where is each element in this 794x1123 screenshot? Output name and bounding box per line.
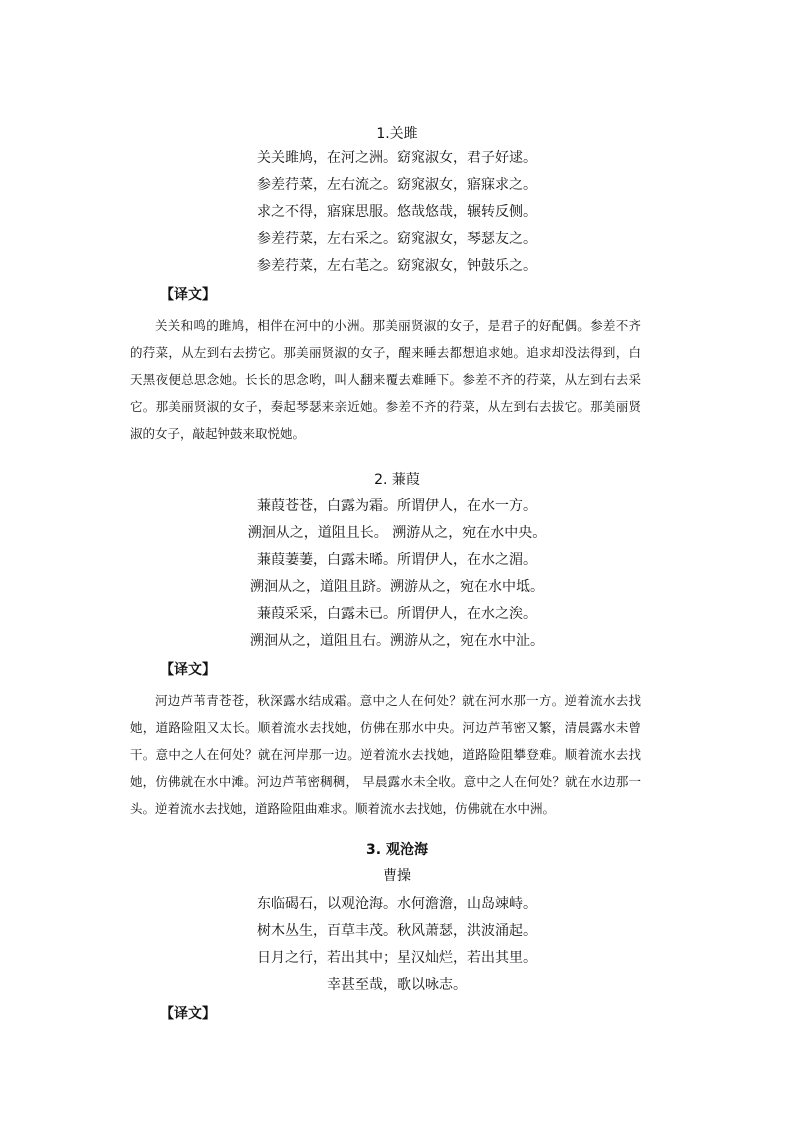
poem-line: 树木丛生，百草丰茂。秋风萧瑟，洪波涌起。 (257, 923, 537, 939)
poem-line: 参差荇菜，左右采之。窈窕淑女，琴瑟友之。 (257, 231, 537, 247)
poem-body (0, 493, 794, 655)
translation-label: 【译文】 (160, 1006, 216, 1022)
poem-line: 幸甚至哉，歌以咏志。 (327, 977, 467, 993)
poem-author: 曹操 (383, 868, 411, 884)
poem-line: 参差荇菜，左右芼之。窈窕淑女，钟鼓乐之。 (257, 258, 537, 274)
translation-label: 【译文】 (160, 662, 216, 678)
poem-line: 溯洄从之，道阻且右。溯游从之，宛在水中沚。 (250, 633, 544, 649)
poem-title: 2. 蒹葭 (374, 472, 420, 488)
poem-line: 蒹葭萋萋，白露未晞。所谓伊人，在水之湄。 (257, 552, 537, 568)
poem-line: 蒹葭苍苍，白露为霜。所谓伊人，在水一方。 (257, 498, 537, 514)
poem-line: 关关雎鸠，在河之洲。窈窕淑女，君子好逑。 (257, 150, 537, 166)
translation-text: 关关和鸣的雎鸠，相伴在河中的小洲。那美丽贤淑的女子，是君子的好配偶。参差不齐的荇菜，从左到右去捞它。那美丽贤淑的女子，醒来睡去都想追求她。追求却没法得到，白天黑夜便总思念她。长长的思念哟，叫人翻来覆去难睡下。参差不齐的荇菜，从左到右去采它。那美丽贤淑的女子，奏起琴瑟来亲近她。参差不齐的荇菜，从左到右去拔它。那美丽贤淑的女子，敲起钟鼓来取悦她。 (130, 318, 641, 441)
poem-line: 东临碣石，以观沧海。水何澹澹，山岛竦峙。 (257, 896, 537, 912)
poem-line: 蒹葭采采，白露未已。所谓伊人，在水之涘。 (257, 606, 537, 622)
poem-line: 日月之行，若出其中；星汉灿烂，若出其里。 (257, 950, 537, 966)
poem-body (0, 891, 794, 999)
translation-text: 河边芦苇青苍苍，秋深露水结成霜。意中之人在何处？就在河水那一方。逆着流水去找她，道路险阻又太长。顺着流水去找她，仿佛在那水中央。河边芦苇密又繁，清晨露水未曾干。意中之人在何处？就在河岸那一边。逆着流水去找她，道路险阻攀登难。顺着流水去找她，仿佛就在水中滩。河边芦苇密稠稠， 早晨露水未全收。意中之人在何处？就在水边那一头。逆着流水去找她，道路险阻曲难求。顺着流水去找她，仿佛就在水中洲。 (130, 693, 641, 816)
poem-section-guanju (0, 124, 794, 447)
poem-line: 求之不得，寤寐思服。悠哉悠哉，辗转反侧。 (257, 204, 537, 220)
poem-title: 3. 观沧海 (366, 842, 428, 858)
poem-line: 溯洄从之，道阻且跻。溯游从之，宛在水中坻。 (250, 579, 544, 595)
poem-body (0, 145, 794, 280)
poem-line: 溯洄从之，道阻且长。 溯游从之，宛在水中央。 (247, 525, 547, 541)
poem-title: 1.关雎 (376, 126, 418, 142)
poem-section-guancanghai (0, 840, 794, 1025)
poem-section-jianjia (0, 470, 794, 822)
translation-label: 【译文】 (160, 287, 216, 303)
poem-line: 参差荇菜，左右流之。窈窕淑女，寤寐求之。 (257, 177, 537, 193)
